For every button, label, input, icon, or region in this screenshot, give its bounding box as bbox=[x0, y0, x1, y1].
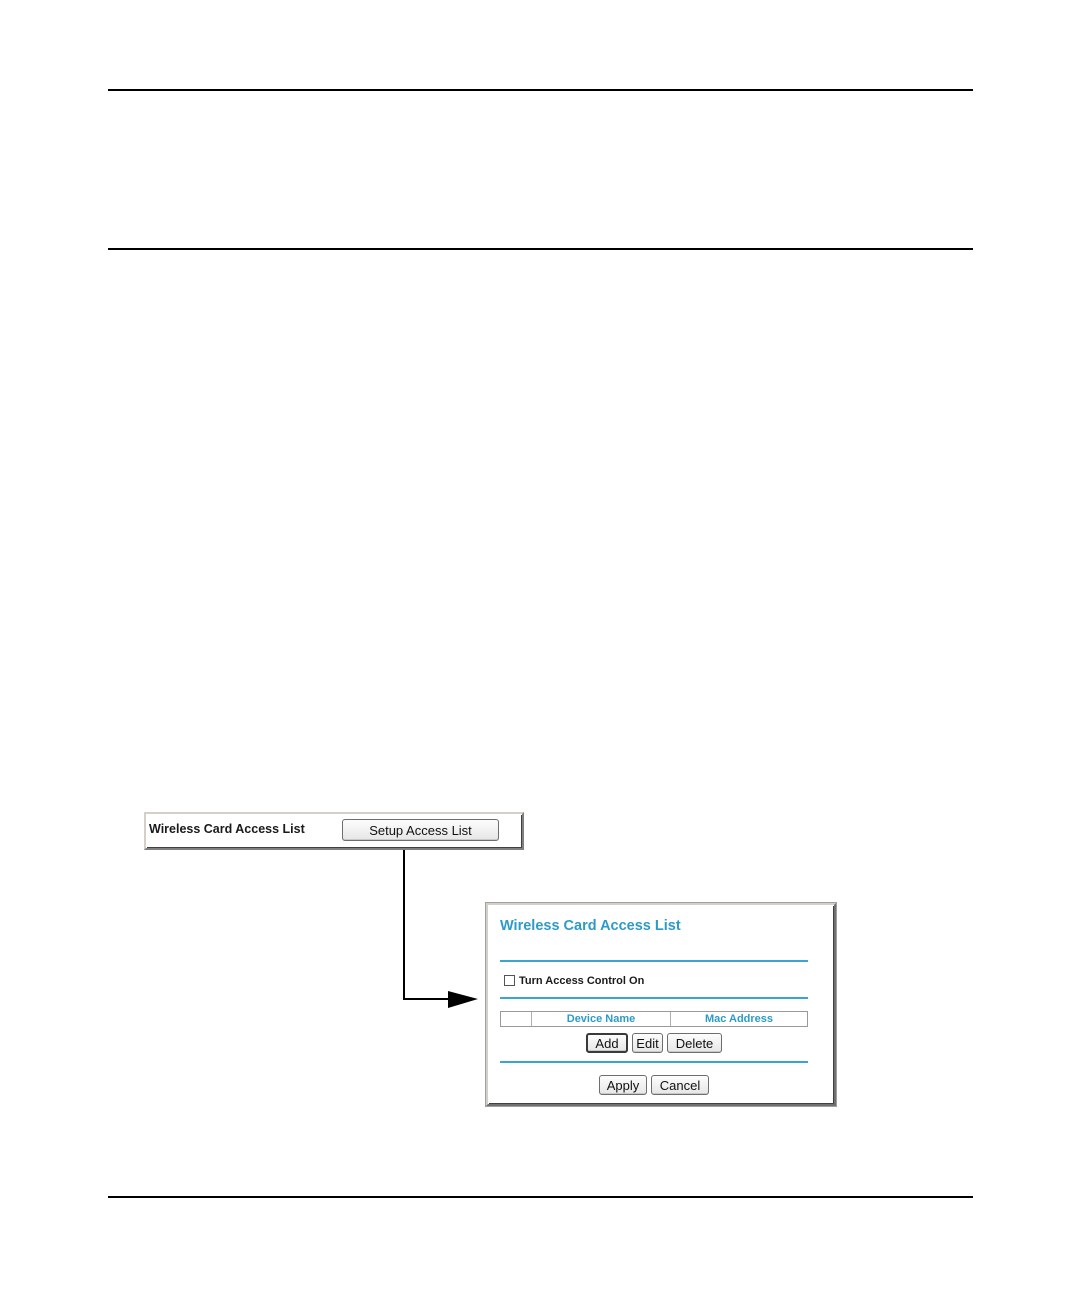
arrow-head-icon bbox=[448, 991, 478, 1008]
table-header-device-name: Device Name bbox=[532, 1012, 671, 1026]
edit-button[interactable]: Edit bbox=[632, 1033, 663, 1053]
divider-2 bbox=[500, 997, 808, 999]
add-button[interactable]: Add bbox=[586, 1033, 628, 1053]
wireless-card-access-list-dialog bbox=[486, 903, 836, 1106]
divider-3 bbox=[500, 1061, 808, 1063]
table-header-select bbox=[501, 1012, 532, 1026]
dialog-title: Wireless Card Access List bbox=[500, 918, 681, 934]
delete-button[interactable]: Delete bbox=[667, 1033, 722, 1053]
access-control-checkbox[interactable] bbox=[504, 975, 515, 986]
access-control-checkbox-label: Turn Access Control On bbox=[519, 975, 645, 987]
access-list-table-header bbox=[500, 1011, 808, 1027]
setup-panel-label: Wireless Card Access List bbox=[149, 822, 305, 836]
header-rule-bottom bbox=[108, 248, 973, 250]
footer-rule bbox=[108, 1196, 973, 1198]
cancel-button[interactable]: Cancel bbox=[651, 1075, 709, 1095]
setup-access-list-panel bbox=[144, 812, 524, 850]
table-header-mac-address: Mac Address bbox=[704, 1013, 774, 1025]
setup-access-list-button[interactable]: Setup Access List bbox=[342, 819, 499, 841]
divider-1 bbox=[500, 960, 808, 962]
header-rule-top bbox=[108, 89, 973, 91]
connector-line bbox=[404, 838, 452, 999]
apply-button[interactable]: Apply bbox=[599, 1075, 647, 1095]
